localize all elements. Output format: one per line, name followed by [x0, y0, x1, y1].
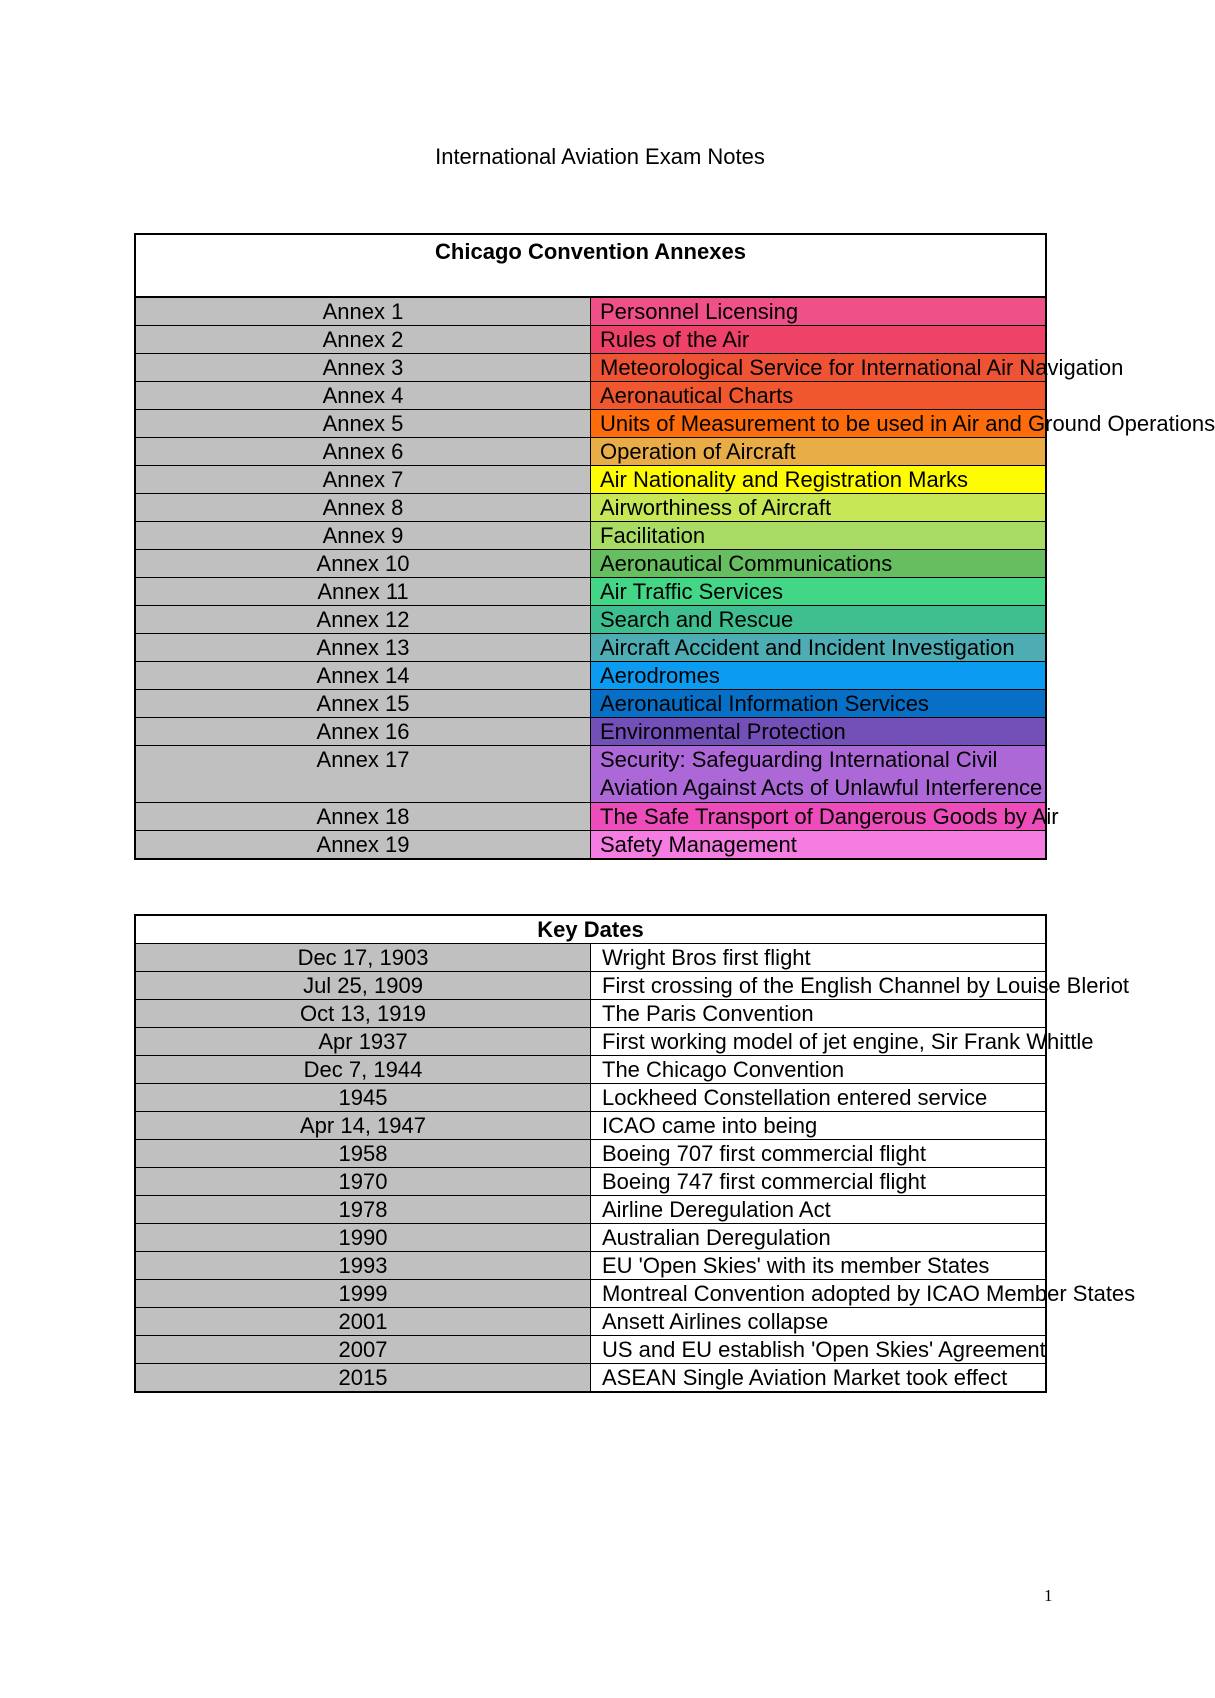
- key-date-row: [135, 1084, 1046, 1112]
- key-dates-heading: Key Dates: [135, 915, 1046, 944]
- key-date: 1993: [135, 1252, 591, 1280]
- annex-number: Annex 10: [135, 550, 591, 578]
- annex-number: Annex 2: [135, 326, 591, 354]
- annex-number: Annex 4: [135, 382, 591, 410]
- annex-name: Meteorological Service for International Air Navigation: [591, 354, 1047, 382]
- annex-name: Air Traffic Services: [591, 578, 1047, 606]
- annex-row: [135, 606, 1046, 634]
- annex-row: [135, 831, 1046, 860]
- key-date-event: ICAO came into being: [591, 1112, 1047, 1140]
- key-date-event: Boeing 747 first commercial flight: [591, 1168, 1047, 1196]
- annex-row: [135, 662, 1046, 690]
- key-date-row: [135, 1280, 1046, 1308]
- key-date-event: ASEAN Single Aviation Market took effect: [591, 1364, 1047, 1393]
- annex-number: Annex 8: [135, 494, 591, 522]
- annex-number: Annex 6: [135, 438, 591, 466]
- key-date: Oct 13, 1919: [135, 1000, 591, 1028]
- key-date-event: Wright Bros first flight: [591, 944, 1047, 972]
- annex-number: Annex 14: [135, 662, 591, 690]
- key-date: 1978: [135, 1196, 591, 1224]
- annex-number: Annex 13: [135, 634, 591, 662]
- key-date: 2007: [135, 1336, 591, 1364]
- annex-row: [135, 438, 1046, 466]
- annex-name: Operation of Aircraft: [591, 438, 1047, 466]
- key-date-event: Lockheed Constellation entered service: [591, 1084, 1047, 1112]
- key-date-event: Boeing 707 first commercial flight: [591, 1140, 1047, 1168]
- annex-name: Aircraft Accident and Incident Investigation: [591, 634, 1047, 662]
- key-date-row: [135, 972, 1046, 1000]
- annex-name: Search and Rescue: [591, 606, 1047, 634]
- annex-row: [135, 522, 1046, 550]
- key-date: Apr 1937: [135, 1028, 591, 1056]
- key-date: 2015: [135, 1364, 591, 1393]
- annex-name: Units of Measurement to be used in Air and Ground Operations: [591, 410, 1047, 438]
- key-date-row: [135, 1168, 1046, 1196]
- key-date-row: [135, 1308, 1046, 1336]
- key-date-row: [135, 1112, 1046, 1140]
- annex-row: [135, 326, 1046, 354]
- annex-number: Annex 9: [135, 522, 591, 550]
- annex-name: Personnel Licensing: [591, 297, 1047, 326]
- annex-row: [135, 297, 1046, 326]
- annexes-body: [135, 297, 1215, 859]
- key-date-event: Australian Deregulation: [591, 1224, 1047, 1252]
- key-date-event: Ansett Airlines collapse: [591, 1308, 1047, 1336]
- key-date-row: [135, 1252, 1046, 1280]
- annex-row: [135, 550, 1046, 578]
- key-date-row: [135, 1056, 1046, 1084]
- key-date-event: Montreal Convention adopted by ICAO Member States: [591, 1280, 1047, 1308]
- annex-number: Annex 17: [135, 746, 591, 803]
- key-date-event: First working model of jet engine, Sir Frank Whittle: [591, 1028, 1047, 1056]
- annex-row: [135, 746, 1046, 803]
- annex-name: Aerodromes: [591, 662, 1047, 690]
- annexes-table: [134, 233, 1215, 860]
- annex-row: [135, 690, 1046, 718]
- annex-row: [135, 578, 1046, 606]
- annex-number: Annex 19: [135, 831, 591, 860]
- page-number: 1: [1044, 1586, 1053, 1605]
- key-date-row: [135, 1196, 1046, 1224]
- annex-name: Aeronautical Charts: [591, 382, 1047, 410]
- annex-name: Facilitation: [591, 522, 1047, 550]
- key-date-row: [135, 1364, 1046, 1393]
- annex-row: [135, 354, 1046, 382]
- annexes-header-row: [135, 234, 1046, 297]
- key-date: Dec 7, 1944: [135, 1056, 591, 1084]
- annex-number: Annex 1: [135, 297, 591, 326]
- key-date-event: Airline Deregulation Act: [591, 1196, 1047, 1224]
- annex-name: Airworthiness of Aircraft: [591, 494, 1047, 522]
- key-date-row: [135, 944, 1046, 972]
- annex-row: [135, 494, 1046, 522]
- annex-name: Aeronautical Information Services: [591, 690, 1047, 718]
- annex-row: [135, 382, 1046, 410]
- key-date-event: The Chicago Convention: [591, 1056, 1047, 1084]
- annex-name: Rules of the Air: [591, 326, 1047, 354]
- key-date: 1945: [135, 1084, 591, 1112]
- annex-row: [135, 634, 1046, 662]
- annex-name: The Safe Transport of Dangerous Goods by Air: [591, 803, 1047, 831]
- key-date: Dec 17, 1903: [135, 944, 591, 972]
- annex-number: Annex 12: [135, 606, 591, 634]
- annex-name: Security: Safeguarding International Civil Aviation Against Acts of Unlawful Interference: [591, 746, 1047, 803]
- key-date-row: [135, 1336, 1046, 1364]
- key-dates-header-row: [135, 915, 1046, 944]
- annex-number: Annex 5: [135, 410, 591, 438]
- key-date-row: [135, 1140, 1046, 1168]
- page-title: International Aviation Exam Notes: [435, 144, 765, 169]
- key-date: 1958: [135, 1140, 591, 1168]
- key-date-row: [135, 1028, 1046, 1056]
- key-date-event: US and EU establish 'Open Skies' Agreement: [591, 1336, 1047, 1364]
- annex-row: [135, 466, 1046, 494]
- key-dates-table: [134, 914, 1136, 1393]
- annex-row: [135, 718, 1046, 746]
- annex-number: Annex 16: [135, 718, 591, 746]
- annex-number: Annex 3: [135, 354, 591, 382]
- annex-number: Annex 18: [135, 803, 591, 831]
- key-date-row: [135, 1224, 1046, 1252]
- key-date-event: The Paris Convention: [591, 1000, 1047, 1028]
- annex-row: [135, 803, 1046, 831]
- annex-name: Safety Management: [591, 831, 1047, 860]
- key-date-row: [135, 1000, 1046, 1028]
- annex-number: Annex 7: [135, 466, 591, 494]
- key-date: 1970: [135, 1168, 591, 1196]
- key-date-event: EU 'Open Skies' with its member States: [591, 1252, 1047, 1280]
- key-date: 1999: [135, 1280, 591, 1308]
- key-date: 1990: [135, 1224, 591, 1252]
- annex-name: Aeronautical Communications: [591, 550, 1047, 578]
- annex-name: Air Nationality and Registration Marks: [591, 466, 1047, 494]
- key-date: Jul 25, 1909: [135, 972, 591, 1000]
- annex-number: Annex 11: [135, 578, 591, 606]
- key-date: 2001: [135, 1308, 591, 1336]
- annexes-heading: Chicago Convention Annexes: [135, 234, 1046, 297]
- key-date-event: First crossing of the English Channel by Louise Bleriot: [591, 972, 1047, 1000]
- annex-name: Environmental Protection: [591, 718, 1047, 746]
- key-date: Apr 14, 1947: [135, 1112, 591, 1140]
- annex-row: [135, 410, 1046, 438]
- annex-number: Annex 15: [135, 690, 591, 718]
- key-dates-body: [135, 944, 1136, 1393]
